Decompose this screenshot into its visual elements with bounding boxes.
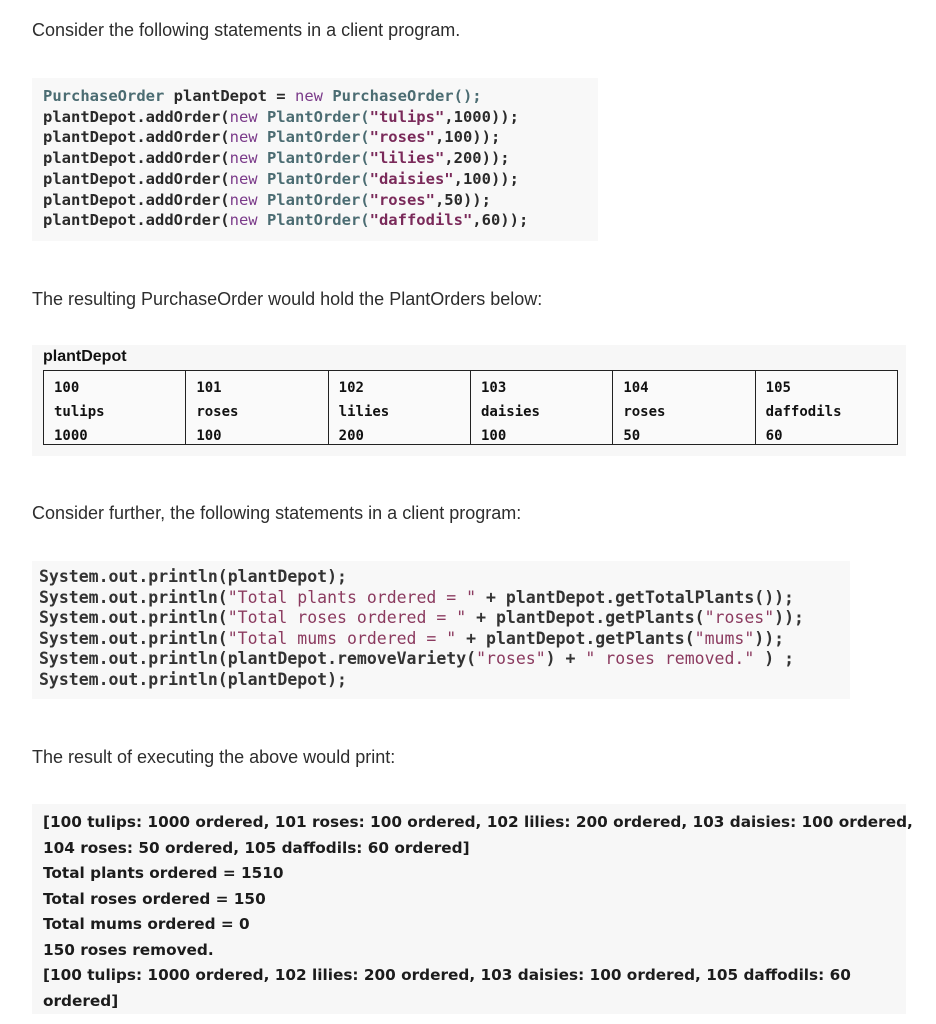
plant-order-cell	[185, 371, 327, 444]
plant-order-grid	[43, 370, 898, 445]
code-block-setup	[32, 78, 598, 241]
code-line: System.out.println(plantDepot);	[39, 669, 347, 689]
code-line: System.out.println("Total roses ordered = " + plantDepot.getPlants("roses"));	[39, 608, 804, 628]
table-title: plantDepot	[43, 348, 127, 365]
output-line: 150 roses removed.	[43, 940, 214, 959]
code-line: System.out.println("Total mums ordered = " + plantDepot.getPlants("mums"));	[39, 628, 785, 648]
order-id: 100	[54, 380, 80, 396]
order-name: daisies	[480, 404, 540, 420]
output-line: 104 roses: 50 ordered, 105 daffodils: 60 ordered]	[43, 838, 470, 857]
order-id: 103	[480, 380, 507, 396]
plantdepot-table-panel	[32, 345, 906, 456]
code-line: plantDepot.addOrder(new PlantOrder("tulips",1000));	[43, 107, 519, 126]
code-line: System.out.println(plantDepot.removeVariety("roses") + " roses removed." ) ;	[39, 649, 795, 669]
order-name: roses	[623, 404, 666, 420]
order-name: tulips	[54, 404, 105, 420]
order-id: 104	[623, 380, 649, 396]
order-id: 102	[338, 380, 364, 396]
plant-order-cell	[328, 371, 470, 444]
plant-order-cell	[44, 371, 185, 444]
order-qty: 60	[765, 428, 783, 444]
code-setup-lines	[43, 86, 528, 231]
code-line: plantDepot.addOrder(new PlantOrder("daisies",100));	[43, 169, 519, 188]
code-line: plantDepot.addOrder(new PlantOrder("daffodils",60));	[43, 211, 529, 230]
output-lines	[43, 810, 913, 1014]
code-block-print	[32, 561, 850, 699]
further-text: Consider further, the following statements in a client program:	[32, 503, 522, 523]
resulting-text: The resulting PurchaseOrder would hold the PlantOrders below:	[32, 289, 543, 309]
output-line: Total mums ordered = 0	[43, 915, 250, 933]
order-id: 105	[765, 380, 791, 396]
plant-order-cell	[470, 371, 612, 444]
order-qty: 100	[480, 428, 507, 444]
order-name: lilies	[338, 404, 390, 420]
order-qty: 200	[338, 428, 364, 444]
plant-order-cell	[612, 371, 754, 444]
order-name: roses	[196, 404, 239, 420]
code-line: PurchaseOrder plantDepot = new PurchaseOrder();	[43, 87, 482, 105]
code-line: System.out.println("Total plants ordered = " + plantDepot.getTotalPlants());	[39, 587, 794, 607]
order-qty: 1000	[54, 428, 88, 444]
result-text: The result of executing the above would print:	[32, 747, 396, 767]
code-line: plantDepot.addOrder(new PlantOrder("roses",100));	[43, 128, 501, 147]
intro-text: Consider the following statements in a client program.	[32, 20, 461, 40]
code-line: plantDepot.addOrder(new PlantOrder("lilies",200));	[43, 149, 510, 168]
output-line: Total plants ordered = 1510	[43, 864, 284, 882]
order-id: 101	[196, 380, 222, 396]
code-line: System.out.println(plantDepot);	[39, 567, 347, 586]
code-line: plantDepot.addOrder(new PlantOrder("roses",50));	[43, 190, 491, 209]
output-line: ordered]	[43, 991, 119, 1010]
code-print-lines	[39, 567, 804, 691]
order-qty: 100	[196, 428, 222, 444]
output-line: [100 tulips: 1000 ordered, 101 roses: 100 ordered, 102 lilies: 200 ordered, 103 daisies: 100 ordered,	[43, 813, 913, 831]
output-line: [100 tulips: 1000 ordered, 102 lilies: 200 ordered, 103 daisies: 100 ordered, 105 daffodils: 60	[43, 966, 851, 984]
order-name: daffodils	[765, 404, 842, 420]
plant-order-cell	[755, 371, 897, 444]
order-qty: 50	[623, 428, 641, 444]
output-panel	[32, 804, 913, 1014]
output-line: Total roses ordered = 150	[43, 889, 266, 908]
